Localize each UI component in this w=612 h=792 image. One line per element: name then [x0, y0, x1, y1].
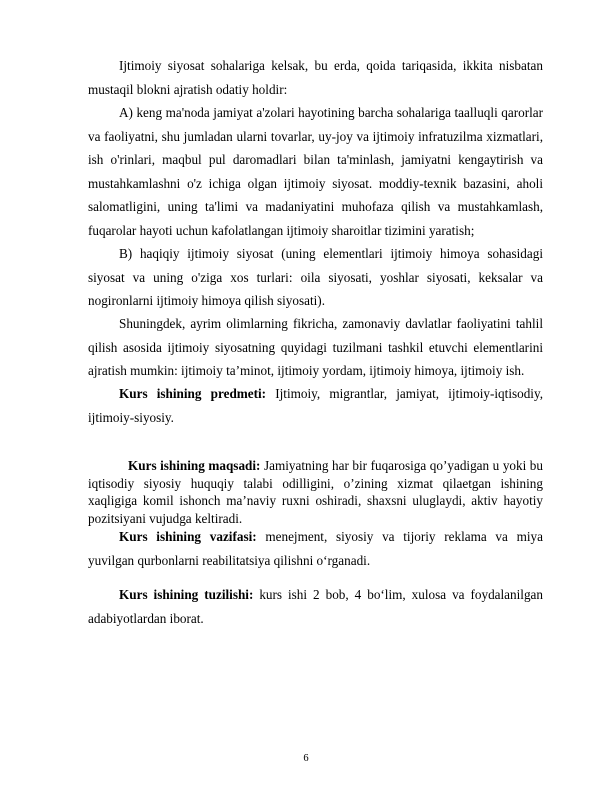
paragraph-block-b: B) haqiqiy ijtimoiy siyosat (uning elementlari ijtimoiy himoya sohasidagi siyosat va uning o'ziga xos turlari: oila siyosati, yoshlar siyosati, keksalar va nogironlarni ijtimoiy himoya qilish siyosati).	[88, 246, 543, 308]
paragraph-course-subject: Kurs ishining predmeti: Ijtimoiy, migrantlar, jamiyat, ijtimoiy-iqtisodiy, ijtimoiy-siyosiy.	[88, 386, 543, 425]
course-structure-label: Kurs ishining tuzilishi:	[119, 587, 254, 602]
page-number: 6	[303, 753, 309, 764]
paragraph-block-a: A) keng ma'noda jamiyat a'zolari hayotining barcha sohalariga taalluqli qarorlar va faoliyatni, shu jumladan ularni tovarlar, uy-joy va ijtimoiy infratuzilma xizmatlari, ish o'rinlari, maqbul pul daromadlari bilan ta'minlash, jamiyatni kengaytirish va mustahkamlashni o'z ichiga olgan ijtimoiy siyosat. moddiy-texnik bazasini, aholi salomatligini, uning ta'limi va madaniyatini muhofaza qilish va mustahkamlash, fuqarolar hayoti uchun kafolatlangan ijtimoiy sharoitlar tizimini yaratish;	[88, 105, 543, 238]
paragraph-course-goal: Kurs ishining maqsadi: Jamiyatning har bir fuqarosiga qo’yadigan u yoki bu iqtisodiy siyosiy huquqiy talabi odilligini, o’zining xizmat qilaetgan ishining xaqligiga komil ishonch ma’naviy ruxni oshiradi, shaxsni uluglaydi, aktiv hayotiy pozitsiyani vujudga keltiradi.	[88, 458, 543, 526]
course-subject-label: Kurs ishining predmeti:	[119, 386, 267, 401]
paragraph-course-task: Kurs ishining vazifasi: menejment, siyosiy va tijoriy reklama va miya yuvilgan qurbonlarni reabilitatsiya qilishni o‘rganadi.	[88, 529, 543, 568]
paragraph-social-policy-intro: Ijtimoiy siyosat sohalariga kelsak, bu erda, qoida tariqasida, ikkita nisbatan mustaqil blokni ajratish odatiy holdir:	[88, 58, 543, 97]
course-goal-label: Kurs ishining maqsadi:	[128, 458, 261, 473]
course-task-label: Kurs ishining vazifasi:	[119, 529, 257, 544]
paragraph-course-structure: Kurs ishining tuzilishi: kurs ishi 2 bob, 4 bo‘lim, xulosa va foydalanilgan adabiyotlardan iborat.	[88, 587, 544, 626]
paragraph-structure-elements: Shuningdek, ayrim olimlarning fikricha, zamonaviy davlatlar faoliyatini tahlil qilish asosida ijtimoiy siyosatning quyidagi tuzilmani tashkil etuvchi elementlarini ajratish mumkin: ijtimoiy ta’minot, ijtimoiy yordam, ijtimoiy himoya, ijtimoiy ish.	[88, 316, 543, 378]
